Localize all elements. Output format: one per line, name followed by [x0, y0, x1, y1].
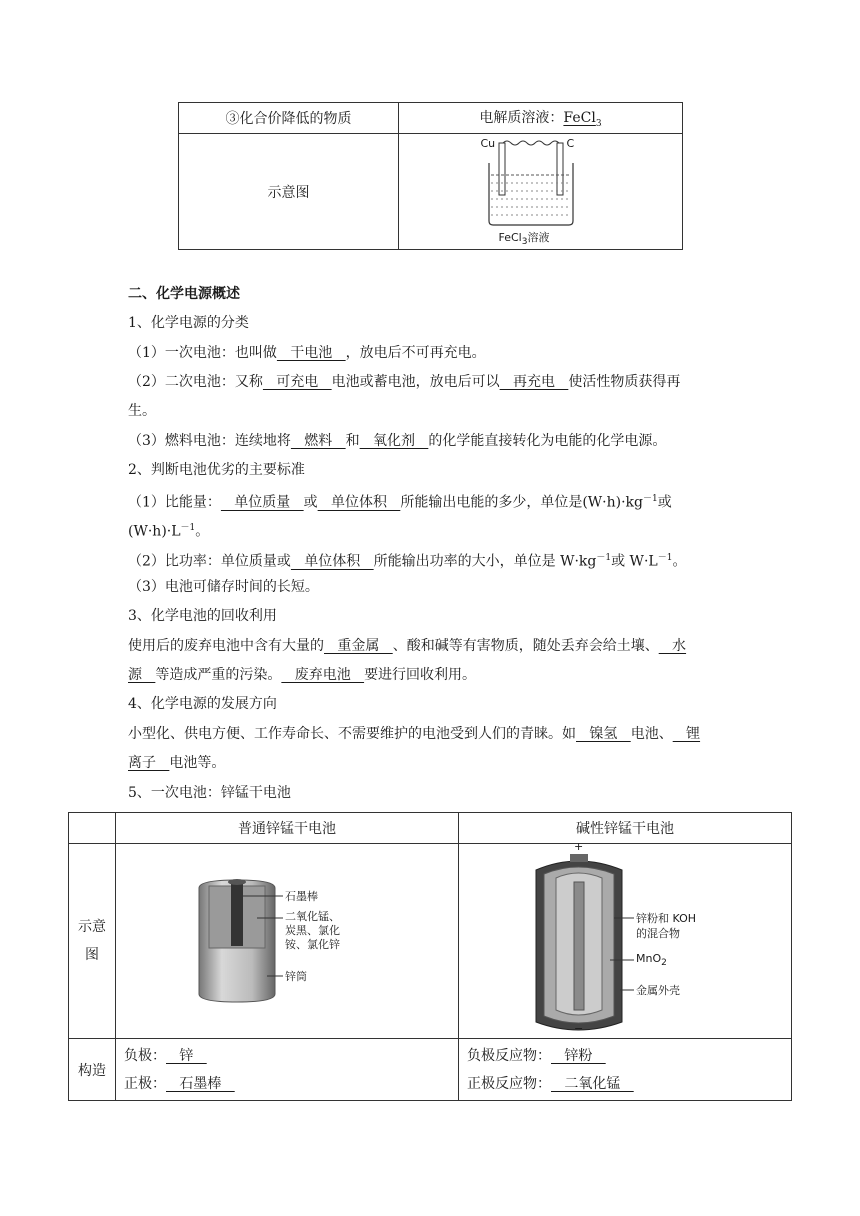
- s1-line2: [128, 372, 738, 392]
- solution-label: [499, 229, 550, 247]
- blank-water-1: 水: [658, 638, 687, 654]
- header-ordinary: 普通锌锰干电池: [238, 821, 336, 837]
- ordinary-neg-label: 负极：: [124, 1047, 166, 1064]
- electrolyte-formula-sub: 3: [595, 118, 602, 129]
- label-mno2-2: 炭黑、氯化: [285, 924, 340, 937]
- table2-ordinary-diagram: [116, 844, 459, 1039]
- electrolyte-formula: [563, 110, 602, 129]
- s2-l2-sup1: －1: [596, 553, 612, 563]
- ordinary-neg: [124, 1042, 458, 1070]
- s1-l2-e: 使活性物质获得再: [568, 374, 681, 390]
- table-galvanic-cell: [178, 102, 683, 250]
- section-heading: 二、化学电源概述: [128, 286, 240, 302]
- s1-title: 1、化学电源的分类: [128, 315, 249, 331]
- s1-l3-a: （3）燃料电池：连续地将: [128, 433, 291, 449]
- alkaline-pos: [467, 1070, 791, 1098]
- s3-title: 3、化学电池的回收利用: [128, 608, 277, 624]
- s3-l1-a: 使用后的废弃电池中含有大量的: [128, 638, 324, 654]
- blank-water-2: 源: [128, 667, 156, 683]
- alkaline-pos-label: 正极反应物：: [467, 1075, 551, 1092]
- table2-diagram-label: [69, 844, 116, 1039]
- table1-cell-diagram: [399, 134, 683, 250]
- s1-line1: [128, 343, 738, 363]
- s1-l3-e: 的化学能直接转化为电能的化学电源。: [428, 433, 667, 449]
- s2-l2-c: 所能输出功率的大小，单位是 W·kg: [373, 553, 597, 570]
- blank-waste-battery: 废弃电池: [281, 667, 365, 683]
- blank-unit-volume: 单位体积: [317, 494, 401, 511]
- s2-line1-cont: [128, 518, 738, 542]
- s2-line1: [128, 489, 738, 513]
- diagram-label-1: 示意: [78, 919, 106, 935]
- blank-rechargeable: 可充电: [262, 374, 332, 390]
- label-zinc-can: 锌筒: [285, 970, 307, 983]
- diagram-label: 示意图: [267, 184, 310, 201]
- s1-line2-cont: 生。: [128, 403, 156, 419]
- s2-line2: [128, 548, 738, 572]
- label-zinc-koh-1: 锌粉和 KOH: [636, 912, 697, 925]
- alkaline-battery-svg: [530, 846, 720, 1036]
- label-graphite-rod: 石墨棒: [285, 890, 318, 903]
- table2-header-alkaline: [459, 813, 792, 844]
- blank-graphite: 石墨棒: [166, 1075, 235, 1092]
- positive-terminal: +: [574, 840, 584, 853]
- s2-l1b-sup: －1: [180, 523, 196, 533]
- header-alkaline: 碱性锌锰干电池: [576, 821, 674, 837]
- s3-l1-c: 、酸和碱等有害物质，随处丢弃会给土壤、: [392, 638, 659, 654]
- s2-l1-e: 所能输出电能的多少，单位是(W·h)·kg: [400, 494, 644, 511]
- s2-l1-a: （1）比能量：: [128, 494, 221, 511]
- struct-label: 构造: [78, 1062, 106, 1079]
- label-mno2: [636, 952, 667, 968]
- beaker-diagram: [481, 137, 601, 247]
- ordinary-battery-figure: [197, 876, 377, 1006]
- s2-line3: （3）电池可储存时间的长短。: [128, 579, 319, 595]
- ordinary-pos-label: 正极：: [124, 1075, 166, 1092]
- c-electrode-label: C: [566, 136, 575, 150]
- s4-line2: [128, 753, 738, 773]
- table1-cell-electrolyte: [399, 103, 683, 134]
- blank-zinc: 锌: [166, 1047, 207, 1064]
- table2-ordinary-struct: [116, 1039, 459, 1101]
- alkaline-neg-label: 负极反应物：: [467, 1047, 551, 1064]
- electrolyte-formula-main: FeCl: [563, 110, 596, 127]
- blank-dry-cell: 干电池: [276, 345, 346, 361]
- s4-l1-c: 电池、: [630, 726, 673, 742]
- table1-cell-diagram-label: [179, 134, 399, 250]
- s2-l1b-b: 。: [195, 523, 210, 540]
- blank-lithium-1: 锂: [672, 726, 701, 742]
- label-mno2-main: MnO: [636, 952, 662, 965]
- alkaline-battery-figure: [530, 840, 720, 1036]
- s2-l1-f: 或: [657, 494, 672, 511]
- table1-cell-oxidant: [179, 103, 399, 134]
- s4-line1: [128, 724, 738, 744]
- blank-oxidant: 氧化剂: [359, 433, 429, 449]
- s2-l1b-a: (W·h)·L: [128, 523, 181, 540]
- label-mno2-1: 二氧化锰、: [285, 910, 340, 923]
- table-zinc-manganese: [68, 812, 792, 1101]
- s2-title: 2、判断电池优劣的主要标准: [128, 462, 305, 478]
- table2-struct-label: [69, 1039, 116, 1101]
- table2-alkaline-struct: [459, 1039, 792, 1101]
- cu-electrode-label: Cu: [480, 136, 496, 150]
- blank-heavy-metal: 重金属: [324, 638, 393, 654]
- blank-mno2: 二氧化锰: [551, 1075, 634, 1092]
- s2-l2-d: 或 W·L: [611, 553, 658, 570]
- label-mno2-3: 铵、氯化锌: [285, 938, 340, 951]
- blank-nimh: 镍氢: [576, 726, 631, 742]
- s4-title: 4、化学电源的发展方向: [128, 696, 277, 712]
- s1-l3-c: 和: [345, 433, 360, 449]
- s1-l1-c: ，放电后不可再充电。: [345, 345, 486, 361]
- s4-l1-a: 小型化、供电方便、工作寿命长、不需要维护的电池受到人们的青睐。如: [128, 726, 576, 742]
- s2-l2-a: （2）比功率：单位质量或: [128, 553, 291, 570]
- s4-l2-b: 电池等。: [169, 755, 226, 771]
- blank-fuel: 燃料: [290, 433, 346, 449]
- blank-unit-volume-2: 单位体积: [290, 553, 374, 570]
- s1-l2-c: 电池或蓄电池，放电后可以: [331, 374, 500, 390]
- solution-label-suffix: 溶液: [527, 230, 550, 244]
- s3-l2-d: 要进行回收利用。: [364, 667, 477, 683]
- s3-l2-b: 等造成严重的污染。: [155, 667, 282, 683]
- table1-oxidant-text: ③化合价降低的物质: [225, 111, 352, 127]
- label-metal-shell: 金属外壳: [636, 984, 680, 997]
- ordinary-pos: [124, 1070, 458, 1098]
- s1-line3: [128, 431, 738, 451]
- diagram-label-2: 图: [85, 947, 99, 963]
- s2-l2-e: 。: [672, 553, 687, 570]
- s2-l1-sup: －1: [643, 494, 658, 504]
- blank-recharge: 再充电: [499, 374, 569, 390]
- solution-label-main: FeCl: [498, 230, 522, 244]
- blank-zinc-powder: 锌粉: [551, 1047, 606, 1064]
- s3-line2: [128, 665, 738, 685]
- s5-title: 5、一次电池：锌锰干电池: [128, 785, 291, 801]
- s1-l1-a: （1）一次电池：也叫做: [128, 345, 277, 361]
- table2-alkaline-diagram: [459, 840, 792, 1039]
- s2-l2-sup2: －1: [657, 553, 673, 563]
- s3-line1: [128, 636, 738, 656]
- table2-header-ordinary: [116, 813, 459, 844]
- table2-corner: [69, 813, 116, 844]
- label-zinc-koh-2: 的混合物: [636, 927, 680, 940]
- negative-terminal: −: [574, 1022, 584, 1035]
- solution-label-sub: 3: [521, 236, 528, 247]
- label-mno2-sub: 2: [661, 958, 667, 969]
- blank-unit-mass: 单位质量: [220, 494, 304, 511]
- s2-l1-c: 或: [303, 494, 318, 511]
- blank-lithium-2: 离子: [128, 755, 170, 771]
- alkaline-neg: [467, 1042, 791, 1070]
- electrolyte-prefix: 电解质溶液：: [479, 110, 564, 127]
- s1-l2-a: （2）二次电池：又称: [128, 374, 263, 390]
